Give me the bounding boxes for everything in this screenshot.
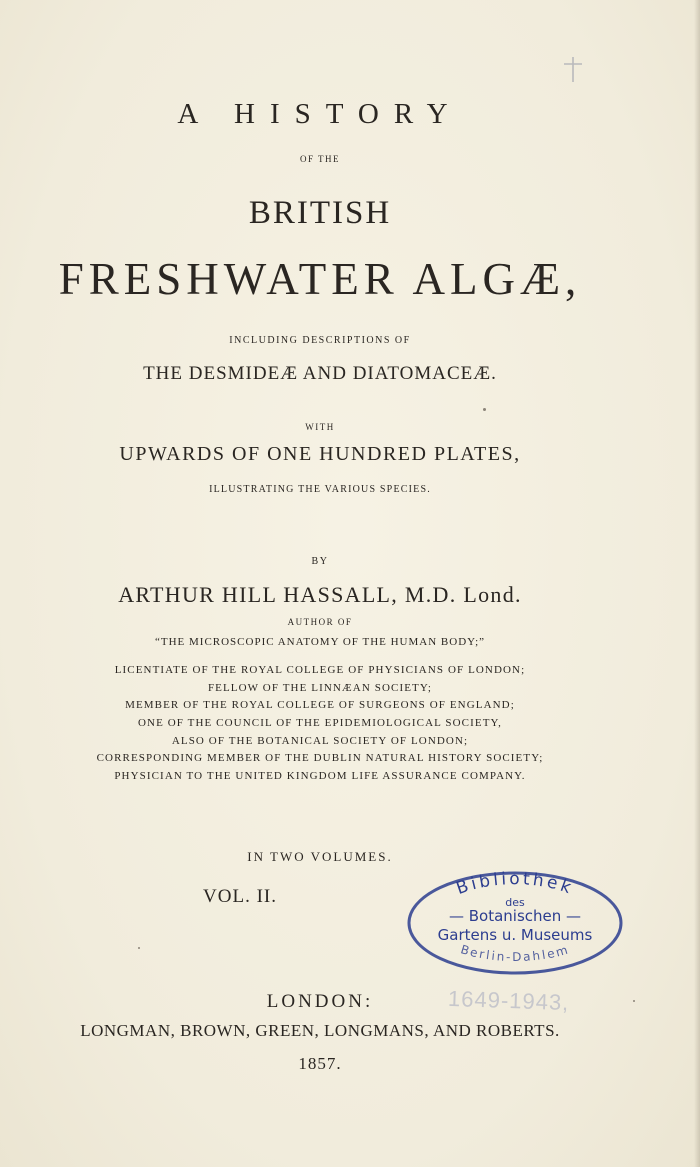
stamp-line-2: Gartens u. Museums <box>437 926 593 944</box>
credential-line: ALSO OF THE BOTANICAL SOCIETY OF LONDON; <box>171 735 469 747</box>
paper-speck <box>483 408 486 411</box>
subtitle-illustrating: ILLUSTRATING THE VARIOUS SPECIES. <box>209 484 431 495</box>
stamp-line-1: — Botanischen — <box>448 907 582 925</box>
credential-line: ONE OF THE COUNCIL OF THE EPIDEMIOLOGICAL SOCIETY, <box>137 717 502 729</box>
imprint-publishers: LONGMAN, BROWN, GREEN, LONGMANS, AND ROBERTS. <box>80 1021 560 1040</box>
title-of-the: OF THE <box>299 154 341 164</box>
paper-speck <box>138 947 140 949</box>
credential-line: FELLOW OF THE LINNÆAN SOCIETY; <box>207 682 433 694</box>
credential-line: LICENTIATE OF THE ROYAL COLLEGE OF PHYSICIANS OF LONDON; <box>114 664 526 676</box>
title-british: BRITISH <box>248 195 392 231</box>
author-of: AUTHOR OF <box>287 617 353 627</box>
subtitle-including: INCLUDING DESCRIPTIONS OF <box>229 335 411 346</box>
paper-speck <box>633 1000 635 1002</box>
author-name: ARTHUR HILL HASSALL, M.D. Lond. <box>118 582 522 607</box>
library-stamp <box>404 866 626 978</box>
credential-line: CORRESPONDING MEMBER OF THE DUBLIN NATURAL HISTORY SOCIETY; <box>96 752 544 764</box>
title-freshwater-algae: FRESHWATER ALGÆ, <box>58 254 582 304</box>
volume-number: VOL. II. <box>203 886 277 907</box>
by-line: BY <box>311 556 329 567</box>
credential-line: PHYSICIAN TO THE UNITED KINGDOM LIFE ASSURANCE COMPANY. <box>114 770 526 782</box>
author-prior-work: “THE MICROSCOPIC ANATOMY OF THE HUMAN BODY;” <box>154 636 486 648</box>
stamp-bottom-text: Berlin-Dahlem <box>458 942 572 965</box>
imprint-year: 1857. <box>298 1054 342 1073</box>
subtitle-desmideae: THE DESMIDEÆ AND DIATOMACEÆ. <box>143 363 497 384</box>
subtitle-with: WITH <box>305 422 335 432</box>
volume-count: IN TWO VOLUMES. <box>247 849 393 864</box>
subtitle-plates: UPWARDS OF ONE HUNDRED PLATES, <box>119 443 521 465</box>
imprint-city: LONDON: <box>266 991 374 1012</box>
title-a-history: A HISTORY <box>177 98 463 130</box>
svg-text:Bibliothek <box>454 869 577 899</box>
page-edge-shadow <box>694 0 700 1167</box>
stamp-des-text: des <box>505 896 525 909</box>
svg-text:Berlin-Dahlem <box>459 942 571 964</box>
pencil-cross-mark <box>562 55 584 83</box>
credential-line: MEMBER OF THE ROYAL COLLEGE OF SURGEONS OF ENGLAND; <box>125 699 515 711</box>
stamp-top-text: Bibliothek <box>453 869 577 899</box>
pencil-note: 1649-1943, <box>447 985 570 1016</box>
